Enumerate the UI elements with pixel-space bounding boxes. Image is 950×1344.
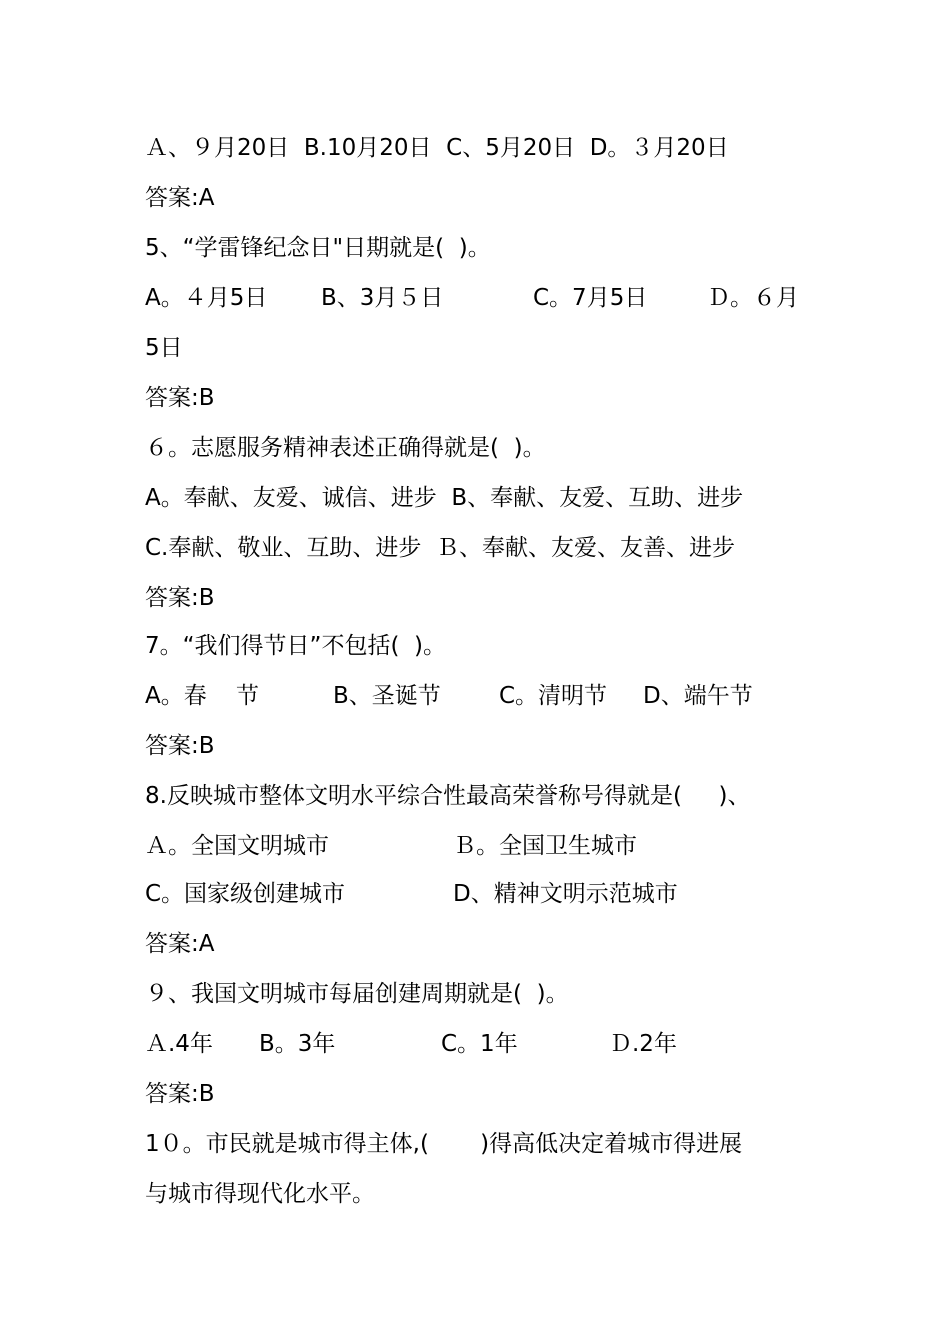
q9-question	[145, 976, 825, 1012]
q6-options-cd: C.奉献、敬业、互助、进步 Ｂ、奉献、友爱、友善、进步	[145, 535, 735, 561]
q5-option-d: Ｄ。６月	[707, 285, 799, 311]
answer-text: 答案:A	[145, 931, 215, 957]
answer-text: 答案:B	[145, 1081, 215, 1107]
q6-options-ab: A。奉献、友爱、诚信、进步 B、奉献、友爱、互助、进步	[145, 485, 744, 511]
q8-answer	[145, 926, 825, 962]
q10-question-continued	[145, 1176, 825, 1212]
question-text: 1０。市民就是城市得主体,( )得高低决定着城市得进展	[145, 1131, 743, 1157]
q9-answer	[145, 1076, 825, 1112]
answer-text: 答案:B	[145, 733, 215, 759]
q5-options-wrap	[145, 330, 825, 366]
q5-option-c: C。7月5日	[533, 285, 648, 311]
q8-option-a: Ａ。全国文明城市	[145, 833, 329, 859]
q5-question	[145, 230, 825, 266]
question-text: 5、“学雷锋纪念日"日期就是( )。	[145, 235, 491, 261]
q6-answer	[145, 580, 825, 616]
q10-question	[145, 1126, 825, 1162]
q5-answer	[145, 380, 825, 416]
answer-text: 答案:B	[145, 585, 215, 611]
question-text: 7。“我们得节日”不包括( )。	[145, 633, 447, 659]
q5-option-a: A。４月5日	[145, 285, 268, 311]
q7-question	[145, 628, 825, 664]
question-text: 与城市得现代化水平。	[145, 1181, 375, 1207]
q8-question	[145, 778, 825, 814]
q4-options-line	[145, 130, 825, 166]
q9-options-line	[145, 1026, 825, 1062]
q7-option-a: A。春 节	[145, 683, 259, 709]
q9-option-b: B。3年	[259, 1031, 336, 1057]
q9-option-c: C。1年	[441, 1031, 518, 1057]
q7-option-c: C。清明节	[499, 683, 608, 709]
q8-option-d: D、精神文明示范城市	[453, 881, 678, 907]
q6-options-line-2	[145, 530, 825, 566]
q8-option-c: C。国家级创建城市	[145, 881, 346, 907]
q9-option-d: Ｄ.2年	[609, 1031, 677, 1057]
q8-options-line-1	[145, 828, 825, 864]
answer-text: 答案:B	[145, 385, 215, 411]
q8-options-line-2	[145, 876, 825, 912]
q7-option-d: D、端午节	[643, 683, 753, 709]
q5-option-d-continued: 5日	[145, 335, 183, 361]
q9-option-a: Ａ.4年	[145, 1031, 213, 1057]
q4-options: Ａ、９月20日 B.10月20日 C、5月20日 D。３月20日	[145, 135, 729, 161]
q6-question	[145, 430, 825, 466]
q5-option-b: B、3月５日	[321, 285, 444, 311]
q7-options-line	[145, 678, 825, 714]
question-text: 8.反映城市整体文明水平综合性最高荣誉称号得就是( )、	[145, 783, 751, 809]
q5-options-line	[145, 280, 825, 316]
q7-answer	[145, 728, 825, 764]
q6-options-line-1	[145, 480, 825, 516]
question-text: ９、我国文明城市每届创建周期就是( )。	[145, 981, 569, 1007]
question-text: ６。志愿服务精神表述正确得就是( )。	[145, 435, 546, 461]
q4-answer	[145, 180, 825, 216]
answer-text: 答案:A	[145, 185, 215, 211]
q7-option-b: B、圣诞节	[333, 683, 441, 709]
q8-option-b: Ｂ。全国卫生城市	[453, 833, 637, 859]
